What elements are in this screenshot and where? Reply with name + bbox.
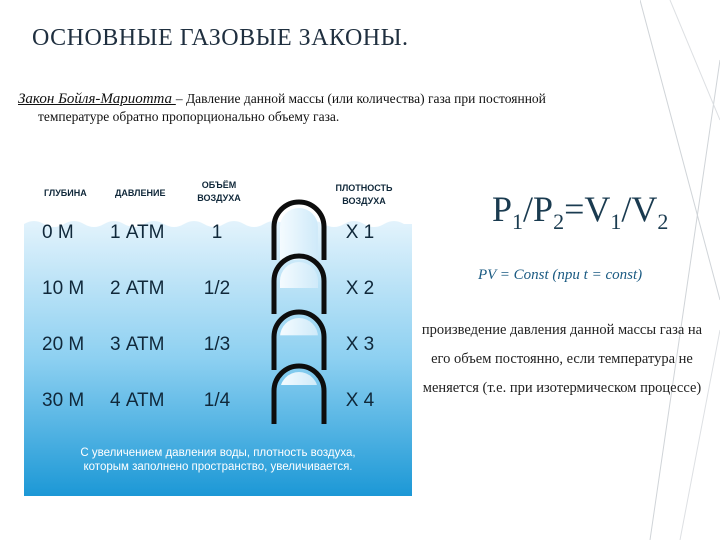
diving-diagram — [24, 160, 412, 496]
row-1-pressure: 2 АТМ — [110, 278, 165, 299]
row-2-pressure: 3 АТМ — [110, 334, 165, 355]
boyle-formula — [492, 188, 668, 235]
formula-v1: =V — [564, 189, 611, 229]
row-0-pressure: 1 АТМ — [110, 222, 165, 243]
header-depth: ГЛУБИНА — [44, 188, 87, 198]
row-1-density: Х 2 — [345, 278, 375, 299]
row-0-density: Х 1 — [345, 222, 375, 243]
row-3-density: Х 4 — [345, 390, 375, 411]
row-2-depth: 20 М — [42, 334, 85, 355]
bell-air-0 — [280, 208, 318, 260]
row-2-volume: 1/3 — [203, 334, 231, 355]
caption-line-2: которым заполнено пространство, увеличивается. — [83, 461, 353, 473]
row-0-depth: 0 М — [42, 222, 74, 243]
row-3-volume: 1/4 — [203, 390, 231, 411]
formula-sub-1: 1 — [512, 209, 524, 235]
formula-p: P — [492, 189, 513, 229]
law-name: Закон Бойля-Мариотта — [18, 91, 176, 107]
header-density-1: ПЛОТНОСТЬ — [335, 183, 393, 193]
row-1-volume: 1/2 — [203, 278, 231, 299]
header-pressure: ДАВЛЕНИЕ — [115, 188, 166, 198]
slide-title: ОСНОВНЫЕ ГАЗОВЫЕ ЗАКОНЫ. — [32, 25, 409, 51]
row-0-volume: 1 — [211, 222, 223, 243]
caption-line-1: С увеличением давления воды, плотность воздуха, — [80, 447, 356, 459]
row-1-depth: 10 М — [42, 278, 85, 299]
law-text-2: температуре обратно пропорционально объему газа. — [38, 109, 340, 124]
row-3-depth: 30 М — [42, 390, 85, 411]
header-air-volume-1: ОБЪЁМ — [201, 180, 237, 190]
header-air-volume-2: ВОЗДУХА — [197, 193, 241, 203]
formula-sub-2: 2 — [553, 209, 565, 235]
formula-sub-4: 2 — [657, 209, 669, 235]
law-description: произведение давления данной массы газа на его объем постоянно, если температура не меняется (т.е. при изотермическом процессе) — [421, 322, 703, 396]
row-2-density: Х 3 — [345, 334, 375, 355]
pv-constant: PV = Const (при t = const) — [478, 267, 643, 283]
formula-v2: /V — [621, 189, 658, 229]
formula-p2: /P — [523, 189, 554, 229]
law-text-1: – Давление данной массы (или количества) газа при постоянной — [175, 91, 546, 106]
header-density-2: ВОЗДУХА — [342, 196, 386, 206]
slide-decoration — [640, 0, 720, 540]
row-3-pressure: 4 АТМ — [110, 390, 165, 411]
law-statement — [18, 90, 658, 125]
formula-sub-3: 1 — [610, 209, 622, 235]
